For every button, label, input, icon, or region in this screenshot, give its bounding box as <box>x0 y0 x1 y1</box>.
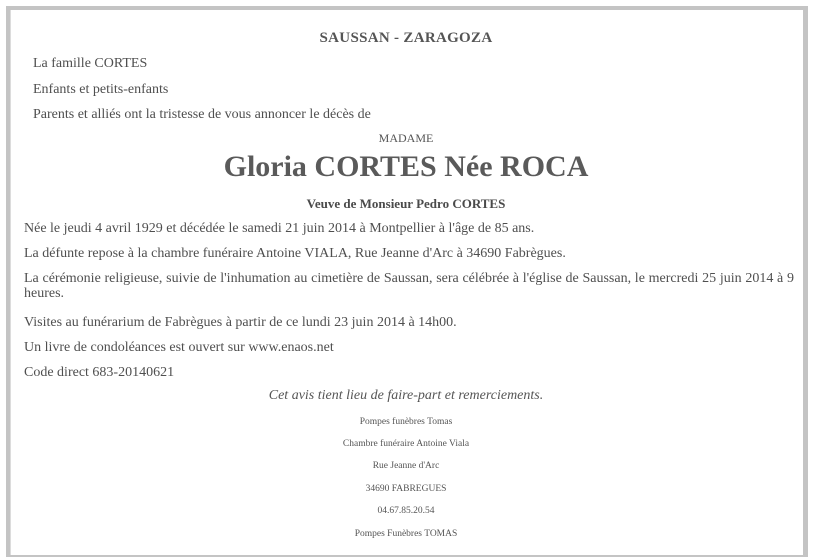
family-line: La famille CORTES <box>33 56 148 71</box>
body-paragraph: Visites au funérarium de Fabrègues à partir de ce lundi 23 juin 2014 à 14h00. <box>24 315 457 330</box>
footer-line: Pompes Funèbres TOMAS <box>354 529 458 539</box>
title-prefix: MADAME <box>378 131 434 145</box>
code-line: Code direct 683-20140621 <box>24 365 175 380</box>
page-frame <box>6 6 808 557</box>
location-header: SAUSSAN - ZARAGOZA <box>319 30 493 46</box>
footer-line: Rue Jeanne d'Arc <box>372 461 440 471</box>
family-line: Enfants et petits-enfants <box>33 82 169 97</box>
footer-line: 34690 FABREGUES <box>365 484 447 494</box>
footer-line: Chambre funéraire Antoine Viala <box>342 439 470 449</box>
footer-line: 04.67.85.20.54 <box>377 506 435 516</box>
body-paragraph: Née le jeudi 4 avril 1929 et décédée le samedi 21 juin 2014 à Montpellier à l'âge de 85 ans. <box>24 221 535 236</box>
obituary-panel <box>10 10 803 555</box>
body-paragraph: La cérémonie religieuse, suivie de l'inhumation au cimetière de Saussan, sera célébrée à l'église de Saussan, le mercredi 25 juin 2014 à 9 heures. <box>24 271 794 301</box>
footer-line: Pompes funèbres Tomas <box>359 417 453 427</box>
deceased-name: Gloria CORTES Née ROCA <box>223 150 589 183</box>
family-line: Parents et alliés ont la tristesse de vous annoncer le décès de <box>33 107 371 122</box>
body-paragraph: La défunte repose à la chambre funéraire Antoine VIALA, Rue Jeanne d'Arc à 34690 Fabrègues. <box>24 246 566 261</box>
website-line[interactable]: Un livre de condoléances est ouvert sur www.enaos.net <box>24 340 334 355</box>
notice-text: Cet avis tient lieu de faire-part et remerciements. <box>268 388 544 403</box>
widow-line: Veuve de Monsieur Pedro CORTES <box>306 196 506 211</box>
